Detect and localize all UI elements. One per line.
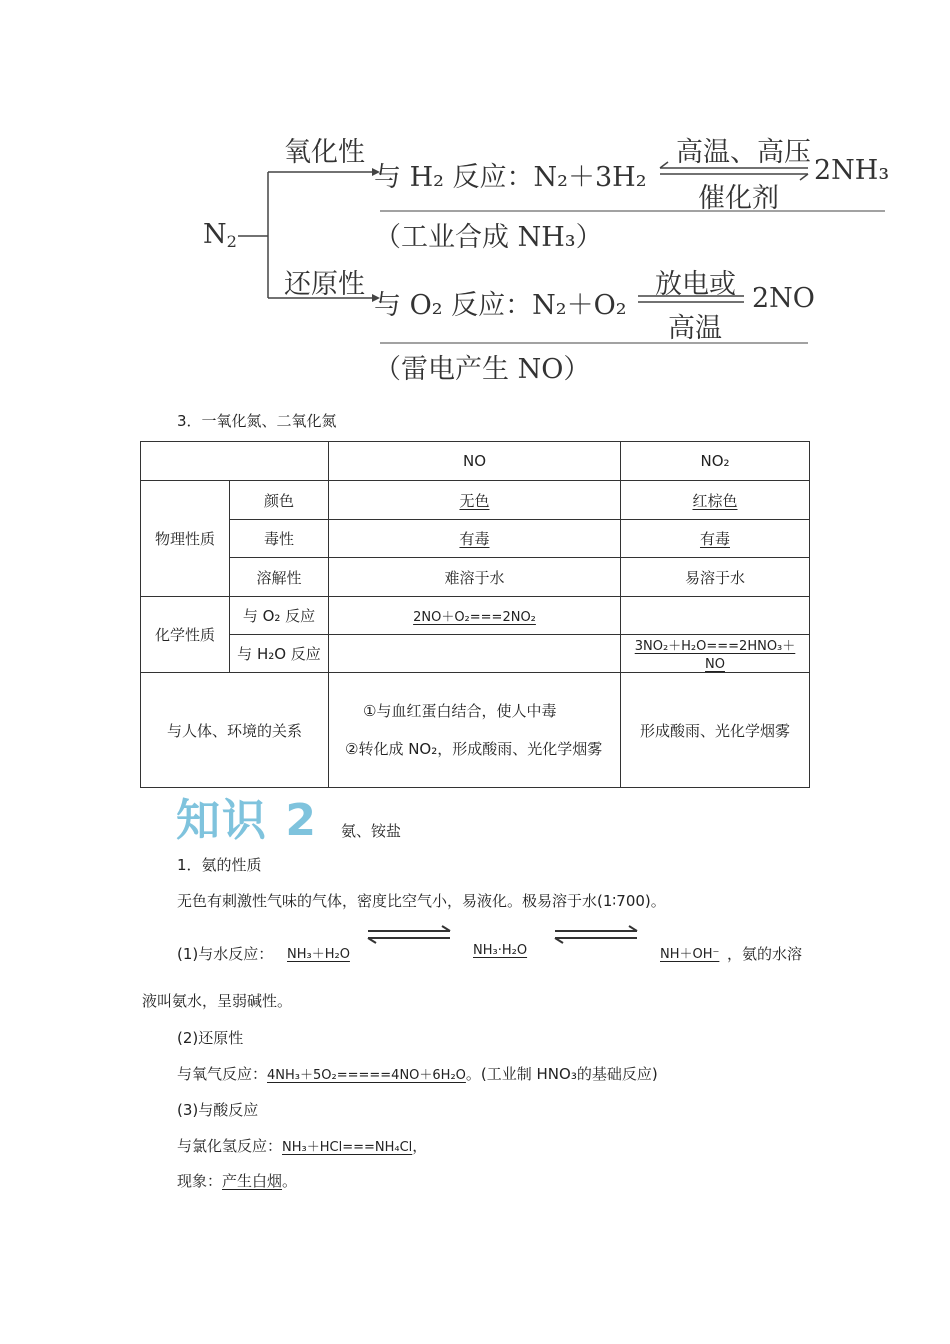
oxygen-line: [177, 1063, 658, 1084]
water-reaction-prefix: (1)与水反应：: [177, 945, 274, 963]
reducing-heading: (2)还原性: [177, 1029, 244, 1047]
solubility-label: 溶解性: [230, 558, 329, 597]
phenomenon-suffix: 。: [282, 1172, 298, 1190]
o2-reaction: 与 O₂ 反应：N₂＋O₂: [374, 290, 627, 321]
section3-heading: 3．一氧化氮、二氧化氮: [177, 412, 337, 430]
knowledge2-subtitle: 氨、铵盐: [341, 822, 402, 840]
color-no: 无色: [459, 491, 490, 510]
water-reactant: NH₃＋H₂O: [287, 947, 350, 962]
reducing-label: 还原性: [284, 269, 365, 300]
diagram-lines: [0, 0, 950, 400]
phenomenon-line: [177, 1170, 297, 1191]
table-row: [141, 481, 810, 520]
hcl-prefix: 与氯化氢反应：: [177, 1137, 283, 1155]
toxicity-no2: 有毒: [699, 530, 730, 548]
color-no-cell: [329, 481, 621, 520]
table-corner-cell: [141, 442, 329, 481]
equilibrium-arrow-1: [360, 924, 460, 948]
hcl-equation: NH₃＋HCl===NH₄Cl: [282, 1140, 413, 1155]
oxygen-equation: 4NH₃＋5O₂=====4NO＋6H₂O: [267, 1068, 466, 1083]
root-subscript: 2: [226, 232, 237, 252]
oxygen-prefix: 与氧气反应：: [177, 1065, 268, 1083]
o2-note: （雷电产生 NO）: [374, 354, 591, 385]
o2-no-cell: [329, 597, 621, 635]
physical-label: 物理性质: [141, 481, 230, 597]
o2-no-eq: 2NO＋O₂===2NO₂: [413, 610, 536, 625]
h2-condition-bottom: 催化剂: [698, 183, 779, 214]
env-label: 与人体、环境的关系: [141, 673, 329, 788]
knowledge2-title: 知识 2: [176, 795, 318, 846]
env-no-line1: ①与血红蛋白结合，使人中毒: [363, 702, 557, 720]
phenomenon-value: 产生白烟: [222, 1172, 283, 1190]
equilibrium-arrow-2: [549, 924, 649, 948]
o2-reaction-label: 与 O₂ 反应: [230, 597, 329, 635]
o2-condition-top: 放电或: [655, 269, 736, 300]
o2-condition-bottom: 高温: [668, 313, 722, 344]
table-row: [141, 520, 810, 558]
table-row: [141, 597, 810, 635]
toxicity-no2-cell: [621, 520, 810, 558]
table-row: [141, 673, 810, 788]
water-intermediate: NH₃·H₂O: [473, 943, 528, 958]
ammonia-description: 无色有刺激性气味的气体，密度比空气小，易液化。极易溶于水(1∶700)。: [177, 892, 666, 910]
oxygen-note: 。(工业制 HNO₃的基础反应): [465, 1065, 658, 1083]
phenomenon-prefix: 现象：: [177, 1172, 223, 1190]
toxicity-label: 毒性: [230, 520, 329, 558]
solubility-no2: 易溶于水: [621, 558, 810, 597]
water-line2: 液叫氨水，呈弱碱性。: [142, 992, 293, 1010]
root-n2: [203, 219, 237, 251]
h2-product: 2NH₃: [814, 155, 890, 186]
table-row: [141, 635, 810, 673]
table-row: [141, 558, 810, 597]
no-no2-table: [140, 441, 810, 788]
acid-heading: (3)与酸反应: [177, 1101, 259, 1119]
oxidizing-label: 氧化性: [284, 137, 365, 168]
color-label: 颜色: [230, 481, 329, 520]
h2o-no2-cell: [621, 635, 810, 673]
toxicity-no: 有毒: [459, 530, 490, 548]
h2o-no-empty: [329, 635, 621, 673]
h2o-no2-eq: 3NO₂＋H₂O===2HNO₃＋NO: [634, 639, 796, 672]
solubility-no: 难溶于水: [444, 568, 505, 587]
header-no: NO: [329, 442, 621, 481]
env-no2: 形成酸雨、光化学烟雾: [621, 673, 810, 788]
solubility-no-cell: [329, 558, 621, 597]
hcl-line: [177, 1135, 427, 1156]
color-no2: 红棕色: [692, 491, 738, 510]
o2-no2-empty: [621, 597, 810, 635]
env-no-cell: [329, 673, 621, 788]
h2-condition-top: 高温、高压: [676, 137, 811, 168]
o2-product: 2NO: [752, 283, 815, 314]
hcl-suffix: ，: [412, 1137, 428, 1155]
h2-note: （工业合成 NH₃）: [374, 222, 603, 253]
toxicity-no-cell: [329, 520, 621, 558]
table-header-row: [141, 442, 810, 481]
color-no2-cell: [621, 481, 810, 520]
header-no2: NO₂: [621, 442, 810, 481]
h2-reaction: 与 H₂ 反应：N₂＋3H₂: [374, 162, 647, 193]
h2o-reaction-label: 与 H₂O 反应: [230, 635, 329, 673]
ammonia-heading: 1．氨的性质: [177, 856, 262, 874]
water-product: NH＋OH⁻: [660, 947, 720, 962]
chemical-label: 化学性质: [141, 597, 230, 673]
water-suffix: ，氨的水溶: [727, 945, 803, 963]
env-no-line2: ②转化成 NO₂，形成酸雨、光化学烟雾: [345, 740, 603, 758]
root-symbol: N: [203, 219, 227, 250]
